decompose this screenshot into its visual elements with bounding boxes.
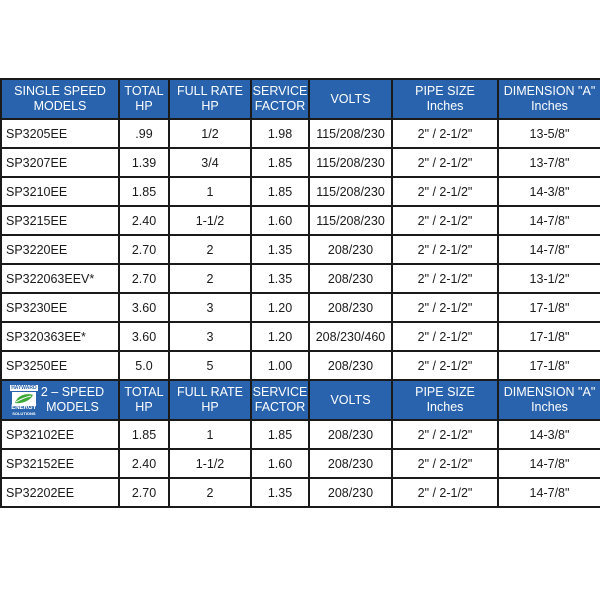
- table-row: [1, 264, 600, 293]
- total-hp-cell: .99: [119, 119, 169, 148]
- total-hp-cell: 5.0: [119, 351, 169, 380]
- pipe-size-cell: 2" / 2-1/2": [392, 449, 498, 478]
- dimension-a-cell: 14-3/8": [498, 177, 600, 206]
- full-rate-hp-cell: 2: [169, 235, 251, 264]
- full-rate-hp-cell: 3/4: [169, 148, 251, 177]
- total-hp-cell: 2.40: [119, 449, 169, 478]
- model-cell: SP3205EE: [1, 119, 119, 148]
- volts-cell: 115/208/230: [309, 119, 392, 148]
- service-factor-header: [251, 380, 309, 420]
- model-cell: SP3210EE: [1, 177, 119, 206]
- dimension-a-cell: 13-7/8": [498, 148, 600, 177]
- service-factor-cell: 1.85: [251, 420, 309, 449]
- model-cell: SP32202EE: [1, 478, 119, 507]
- dimension-a-cell: 14-7/8": [498, 206, 600, 235]
- header-label: 2 – SPEED MODELS: [40, 385, 105, 414]
- logo-line1: ENERGY: [11, 405, 37, 411]
- pipe-size-cell: 2" / 2-1/2": [392, 148, 498, 177]
- full-rate-hp-cell: 1-1/2: [169, 449, 251, 478]
- service-factor-header: [251, 79, 309, 119]
- pipe-size-cell: 2" / 2-1/2": [392, 119, 498, 148]
- full-rate-hp-cell: 3: [169, 293, 251, 322]
- volts-cell: 208/230: [309, 293, 392, 322]
- service-factor-cell: 1.60: [251, 206, 309, 235]
- pipe-size-cell: 2" / 2-1/2": [392, 351, 498, 380]
- total-hp-cell: 2.70: [119, 235, 169, 264]
- models-header: [1, 79, 119, 119]
- service-factor-cell: 1.20: [251, 293, 309, 322]
- service-factor-cell: 1.35: [251, 478, 309, 507]
- full-rate-hp-cell: 1: [169, 420, 251, 449]
- dimension-a-cell: 17-1/8": [498, 351, 600, 380]
- pipe-size-header: [392, 380, 498, 420]
- header-label: SERVICE FACTOR: [252, 84, 308, 113]
- full-rate-hp-cell: 3: [169, 322, 251, 351]
- hayward-energy-logo: [10, 385, 38, 415]
- table-row: [1, 235, 600, 264]
- service-factor-cell: 1.20: [251, 322, 309, 351]
- header-label: PIPE SIZE Inches: [415, 84, 475, 113]
- model-cell: SP32152EE: [1, 449, 119, 478]
- full-rate-hp-cell: 1: [169, 177, 251, 206]
- table-row: [1, 322, 600, 351]
- full-rate-hp-cell: 2: [169, 478, 251, 507]
- logo-line2: SOLUTIONS: [12, 411, 36, 416]
- dimension-a-cell: 14-7/8": [498, 449, 600, 478]
- pipe-size-cell: 2" / 2-1/2": [392, 478, 498, 507]
- pipe-size-cell: 2" / 2-1/2": [392, 293, 498, 322]
- table-row: [1, 351, 600, 380]
- dimension-a-cell: 13-5/8": [498, 119, 600, 148]
- dimension-a-cell: 14-7/8": [498, 478, 600, 507]
- table-row: [1, 478, 600, 507]
- dimension-a-cell: 17-1/8": [498, 322, 600, 351]
- section2-header-row: [1, 380, 600, 420]
- service-factor-cell: 1.35: [251, 264, 309, 293]
- total-hp-header: [119, 380, 169, 420]
- total-hp-cell: 1.85: [119, 177, 169, 206]
- leaf-icon: [12, 392, 36, 406]
- dimension-a-cell: 13-1/2": [498, 264, 600, 293]
- model-cell: SP3207EE: [1, 148, 119, 177]
- volts-cell: 208/230: [309, 420, 392, 449]
- volts-header: [309, 79, 392, 119]
- logo-brand: HAYWARD: [11, 385, 37, 391]
- model-cell: SP3250EE: [1, 351, 119, 380]
- total-hp-header: [119, 79, 169, 119]
- model-cell: SP320363EE*: [1, 322, 119, 351]
- table-row: [1, 148, 600, 177]
- service-factor-cell: 1.85: [251, 177, 309, 206]
- header-label: FULL RATE HP: [177, 385, 243, 414]
- pipe-size-header: [392, 79, 498, 119]
- header-label: DIMENSION "A" Inches: [503, 84, 596, 113]
- total-hp-cell: 2.40: [119, 206, 169, 235]
- model-cell: SP3215EE: [1, 206, 119, 235]
- header-label: TOTAL HP: [124, 84, 164, 113]
- pipe-size-cell: 2" / 2-1/2": [392, 206, 498, 235]
- pipe-size-cell: 2" / 2-1/2": [392, 322, 498, 351]
- pipe-size-cell: 2" / 2-1/2": [392, 264, 498, 293]
- pump-spec-table: [0, 78, 600, 508]
- section1-header-row: [1, 79, 600, 119]
- service-factor-cell: 1.00: [251, 351, 309, 380]
- full-rate-hp-header: [169, 380, 251, 420]
- service-factor-cell: 1.85: [251, 148, 309, 177]
- pipe-size-cell: 2" / 2-1/2": [392, 177, 498, 206]
- total-hp-cell: 2.70: [119, 264, 169, 293]
- model-cell: SP3230EE: [1, 293, 119, 322]
- service-factor-cell: 1.98: [251, 119, 309, 148]
- service-factor-cell: 1.60: [251, 449, 309, 478]
- volts-cell: 115/208/230: [309, 177, 392, 206]
- full-rate-hp-cell: 1/2: [169, 119, 251, 148]
- pipe-size-cell: 2" / 2-1/2": [392, 235, 498, 264]
- model-cell: SP3220EE: [1, 235, 119, 264]
- volts-cell: 115/208/230: [309, 206, 392, 235]
- header-label: SERVICE FACTOR: [252, 385, 308, 414]
- volts-cell: 208/230: [309, 351, 392, 380]
- model-cell: SP32102EE: [1, 420, 119, 449]
- header-label: PIPE SIZE Inches: [415, 385, 475, 414]
- header-label: VOLTS: [330, 392, 371, 407]
- header-label: DIMENSION "A" Inches: [503, 385, 596, 414]
- full-rate-hp-cell: 2: [169, 264, 251, 293]
- volts-cell: 115/208/230: [309, 148, 392, 177]
- table-row: [1, 119, 600, 148]
- table-row: [1, 293, 600, 322]
- total-hp-cell: 2.70: [119, 478, 169, 507]
- table-row: [1, 206, 600, 235]
- total-hp-cell: 1.85: [119, 420, 169, 449]
- volts-cell: 208/230: [309, 264, 392, 293]
- header-label: FULL RATE HP: [177, 84, 243, 113]
- dimension-a-header: [498, 380, 600, 420]
- dimension-a-cell: 14-3/8": [498, 420, 600, 449]
- table-row: [1, 449, 600, 478]
- dimension-a-cell: 14-7/8": [498, 235, 600, 264]
- table-row: [1, 420, 600, 449]
- models-header: [1, 380, 119, 420]
- dimension-a-header: [498, 79, 600, 119]
- volts-cell: 208/230: [309, 449, 392, 478]
- total-hp-cell: 1.39: [119, 148, 169, 177]
- full-rate-hp-header: [169, 79, 251, 119]
- full-rate-hp-cell: 1-1/2: [169, 206, 251, 235]
- volts-cell: 208/230/460: [309, 322, 392, 351]
- total-hp-cell: 3.60: [119, 293, 169, 322]
- volts-cell: 208/230: [309, 235, 392, 264]
- pipe-size-cell: 2" / 2-1/2": [392, 420, 498, 449]
- volts-cell: 208/230: [309, 478, 392, 507]
- full-rate-hp-cell: 5: [169, 351, 251, 380]
- service-factor-cell: 1.35: [251, 235, 309, 264]
- table-row: [1, 177, 600, 206]
- dimension-a-cell: 17-1/8": [498, 293, 600, 322]
- header-label: SINGLE SPEED MODELS: [14, 84, 106, 113]
- volts-header: [309, 380, 392, 420]
- header-label: VOLTS: [330, 91, 371, 106]
- model-cell: SP322063EEV*: [1, 264, 119, 293]
- header-label: TOTAL HP: [124, 385, 164, 414]
- total-hp-cell: 3.60: [119, 322, 169, 351]
